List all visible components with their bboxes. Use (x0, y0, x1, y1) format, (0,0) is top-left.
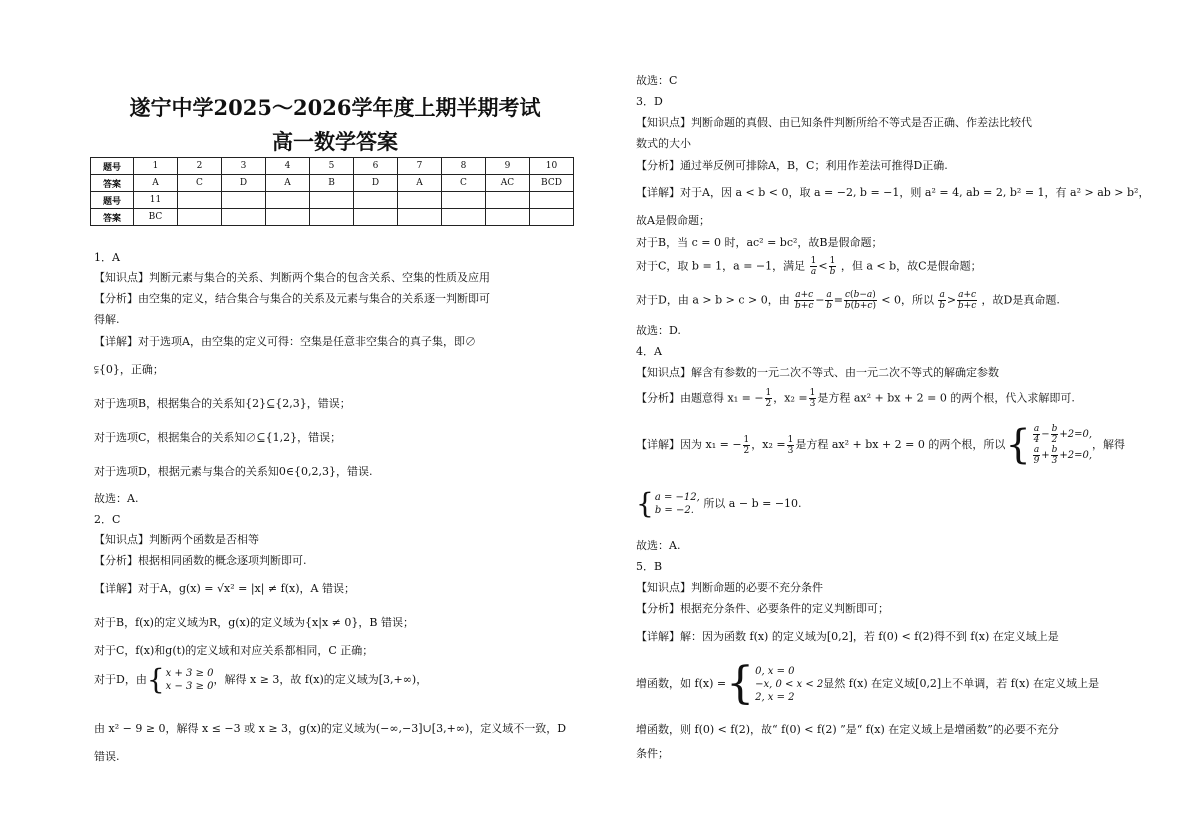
table-cell (266, 192, 310, 209)
q4-detail (636, 424, 1125, 466)
table-cell (354, 192, 398, 209)
q4-fx-middle: ，x₂ = (773, 391, 808, 405)
table-cell: 10 (530, 158, 574, 175)
fraction: $\frac{1}{2}$ (765, 388, 772, 409)
title-line-2: 高一数学答案 (272, 129, 398, 154)
brace-icon: { (726, 658, 755, 709)
table-cell (178, 192, 222, 209)
q3-analysis: 【分析】通过举反例可排除A，B，C；利用作差法可推得D正确. (636, 159, 948, 172)
table-cell (354, 209, 398, 226)
q4-system: $\frac{a}{4}$ − $\frac{b}{2}$ +2=0, $\frac{a}{9}$ + $\frac{b}{3}$ +2=0, (1033, 424, 1093, 466)
q2-analysis: 【分析】根据相同函数的概念逐项判断即可. (94, 554, 307, 567)
table-cell: 7 (398, 158, 442, 175)
table-cell (530, 209, 574, 226)
q3-detail-b: 对于B，当 c = 0 时，ac² = bc²，故B是假命题； (636, 236, 883, 249)
q4-fx-prefix: 【分析】由题意得 x₁ = − (636, 391, 764, 405)
q5-knowledge-point: 【知识点】判断命题的必要不充分条件 (636, 581, 823, 594)
table-cell: 3 (222, 158, 266, 175)
q1-analysis-cont: 得解. (94, 313, 120, 326)
q4-xj-end: ，解得 (1092, 438, 1126, 451)
table-cell: A (134, 175, 178, 192)
table-cell: C (442, 175, 486, 192)
q1-knowledge-point: 【知识点】判断元素与集合的关系、判断两个集合的包含关系、空集的性质及应用 (94, 271, 490, 284)
table-row (91, 209, 574, 226)
q4-fx-suffix: 是方程 ax² + bx + 2 = 0 的两个根，代入求解即可. (817, 391, 1075, 405)
q3-detail-a: 【详解】对于A，因 a < b < 0，取 a = −2, b = −1，则 a² = 4, ab = 2, b² = 1，有 a² > ab > b²， (636, 186, 1150, 199)
q2-heading: 2．C (94, 513, 121, 526)
fraction: $\frac{1}{2}$ (743, 434, 750, 456)
q2-knowledge-point: 【知识点】判断两个函数是否相等 (94, 533, 259, 546)
q2-detail-a: 【详解】对于A，g(x) = √x² = |x| ≠ f(x)，A 错误； (94, 582, 355, 595)
table-cell (398, 209, 442, 226)
q3-knowledge-point-cont: 数式的大小 (636, 137, 691, 150)
table-cell: BC (134, 209, 178, 226)
table-cell (530, 192, 574, 209)
q4-analysis (636, 388, 1075, 409)
q3-c-suffix: ，但 a < b，故C是假命题； (840, 259, 982, 273)
table-header-cell: 题号 (91, 192, 134, 209)
table-cell: BCD (530, 175, 574, 192)
table-cell: 1 (134, 158, 178, 175)
table-header-cell: 答案 (91, 209, 134, 226)
q5-conclusion: 增函数，则 f(0) < f(2)，故“ f(0) < f(2) ”是“ f(x) 在定义域上是增函数”的必要不充分 (636, 723, 1059, 736)
q1-option-b: 对于选项B，根据集合的关系知{2}⊆{2,3}，错误； (94, 397, 351, 410)
table-header-cell: 答案 (91, 175, 134, 192)
piecewise-line: 0, x = 0 (755, 665, 795, 677)
table-cell (178, 209, 222, 226)
system-line: b = −2. (654, 505, 694, 516)
q4-solution (636, 487, 802, 520)
table-row (91, 175, 574, 192)
table-cell: 5 (310, 158, 354, 175)
table-cell: C (178, 175, 222, 192)
q4-choice: 故选：A. (636, 539, 681, 552)
table-cell: 8 (442, 158, 486, 175)
q4-xj-middle: ，x₂ = (751, 438, 786, 451)
table-cell (222, 209, 266, 226)
q2-detail-e-cont: 错误. (94, 750, 120, 763)
answer-table (90, 157, 574, 226)
q3-knowledge-point: 【知识点】判断命题的真假、由已知条件判断所给不等式是否正确、作差法比较代 (636, 116, 1032, 129)
fraction: $\frac{1}{b}$ (829, 256, 836, 277)
q2-d-prefix: 对于D，由 (94, 673, 147, 686)
q5-conclusion-cont: 条件； (636, 747, 669, 760)
table-cell (486, 192, 530, 209)
fraction: $\frac{a}{b}$ (939, 290, 946, 311)
table-row (91, 158, 574, 175)
title-line-1: 遂宁中学2025～2026学年度上期半期考试 (129, 95, 541, 120)
table-cell (398, 192, 442, 209)
q1-option-c: 对于选项C，根据集合的关系知∅⊆{1,2}，错误； (94, 431, 342, 444)
q3-heading: 3．D (636, 95, 663, 108)
q4-knowledge-point: 【知识点】解含有参数的一元二次不等式、由一元二次不等式的解确定参数 (636, 366, 999, 379)
q1-choice: 故选：A. (94, 492, 139, 505)
table-cell: AC (486, 175, 530, 192)
fraction: $\frac{a+c}{b+c}$ (795, 290, 814, 311)
fraction: $\frac{a}{b}$ (826, 290, 832, 311)
fraction: $\frac{a}{9}$ (1033, 445, 1040, 466)
brace-icon: { (1005, 422, 1031, 468)
table-cell (486, 209, 530, 226)
fraction: $\frac{b}{3}$ (1051, 445, 1058, 466)
piecewise-line: 2, x = 2 (755, 691, 795, 703)
q5-pw-prefix: 增函数，如 f(x) = (636, 677, 727, 690)
q2-d-suffix: ，解得 x ≥ 3，故 f(x)的定义域为[3,+∞)， (213, 673, 428, 686)
q4-solution-suffix: 所以 a − b = −10. (703, 497, 802, 510)
q3-c-prefix: 对于C，取 b = 1，a = −1，满足 (636, 259, 806, 273)
q4-heading: 4．A (636, 345, 662, 358)
q5-heading: 5．B (636, 560, 663, 573)
q1-heading: 1．A (94, 251, 120, 264)
fraction: $\frac{1}{a}$ (810, 256, 817, 277)
table-cell: 4 (266, 158, 310, 175)
fraction: $\frac{1}{3}$ (787, 434, 794, 456)
q3-detail-c: 对于C，取 b = 1，a = −1，满足 $\frac{1}{a}$ < $\frac{1}{b}$ ，但 a < b，故C是假命题； (636, 256, 982, 277)
q2-detail-d (94, 663, 428, 696)
q2-choice: 故选：C (636, 74, 678, 87)
q4-solution-system (655, 491, 700, 517)
fraction: $\frac{a}{4}$ (1033, 424, 1040, 445)
system-line: x − 3 ≥ 0 (165, 681, 214, 692)
q3-detail-a-cont: 故A是假命题； (636, 214, 710, 227)
table-row (91, 192, 574, 209)
table-cell (310, 209, 354, 226)
table-header-cell: 题号 (91, 158, 134, 175)
fraction: $\frac{1}{3}$ (809, 388, 816, 409)
q5-pw-suffix: 显然 f(x) 在定义域[0,2]上不单调，若 f(x) 在定义域上是 (823, 677, 1100, 690)
table-cell (266, 209, 310, 226)
table-cell: 6 (354, 158, 398, 175)
table-cell: D (354, 175, 398, 192)
system-line: x + 3 ≥ 0 (165, 668, 214, 679)
table-cell: A (266, 175, 310, 192)
fraction: $\frac{b}{2}$ (1051, 424, 1058, 445)
table-cell: 2 (178, 158, 222, 175)
q2-detail-e: 由 x² − 9 ≥ 0，解得 x ≤ −3 或 x ≥ 3，g(x)的定义域为(−∞,−3]∪[3,+∞)，定义域不一致，D (94, 722, 567, 735)
q1-detail: 【详解】对于选项A，由空集的定义可得：空集是任意非空集合的真子集，即∅ (94, 335, 476, 348)
q1-detail-cont: ⫋{0}，正确； (94, 363, 164, 376)
table-cell (222, 192, 266, 209)
brace-icon: { (636, 487, 654, 520)
table-cell (442, 209, 486, 226)
q3-d-suffix: ，故D是真命题. (981, 293, 1060, 307)
table-cell: A (398, 175, 442, 192)
q3-choice: 故选：D. (636, 324, 681, 337)
q2-d-system (166, 667, 214, 693)
fraction: $\frac{c(b-a)}{b(b+c)}$ (844, 290, 876, 311)
fraction: $\frac{a+c}{b+c}$ (957, 290, 977, 311)
q1-option-d: 对于选项D，根据元素与集合的关系知0∈{0,2,3}，错误. (94, 465, 373, 478)
table-cell: B (310, 175, 354, 192)
q4-xj-suffix: 是方程 ax² + bx + 2 = 0 的两个根，所以 (795, 438, 1006, 451)
q2-detail-c: 对于C，f(x)和g(t)的定义域和对应关系都相同，C 正确； (94, 644, 374, 657)
q5-piecewise-line (636, 658, 1100, 709)
q5-analysis: 【分析】根据充分条件、必要条件的定义判断即可； (636, 602, 889, 615)
piecewise-line: −x, 0 < x < 2 (755, 678, 824, 690)
q5-piecewise (755, 665, 823, 704)
q3-d-prefix: 对于D，由 a > b > c > 0，由 (636, 293, 790, 307)
q3-detail-d: 对于D，由 a > b > c > 0，由 $\frac{a+c}{b+c}$ − $\frac{a}{b}$ = $\frac{c(b-a)}{b(b+c)}$ < 0，所以 $\frac{a}{b}$ > $\frac{a+c}{b+c}$ ，故D是真命题. (636, 290, 1060, 311)
table-cell: D (222, 175, 266, 192)
q5-detail: 【详解】解：因为函数 f(x) 的定义域为[0,2]，若 f(0) < f(2)得不到 f(x) 在定义域上是 (636, 630, 1059, 643)
q1-analysis: 【分析】由空集的定义，结合集合与集合的关系及元素与集合的关系逐一判断即可 (94, 292, 490, 305)
q4-xj-prefix: 【详解】因为 x₁ = − (636, 438, 742, 451)
table-cell: 11 (134, 192, 178, 209)
table-cell (310, 192, 354, 209)
q3-d-middle: < 0，所以 (881, 293, 934, 307)
brace-icon: { (146, 663, 165, 696)
system-line: a = −12, (654, 492, 700, 503)
q2-detail-b: 对于B，f(x)的定义域为R，g(x)的定义域为{x|x ≠ 0}，B 错误； (94, 616, 414, 629)
table-cell (442, 192, 486, 209)
table-cell: 9 (486, 158, 530, 175)
